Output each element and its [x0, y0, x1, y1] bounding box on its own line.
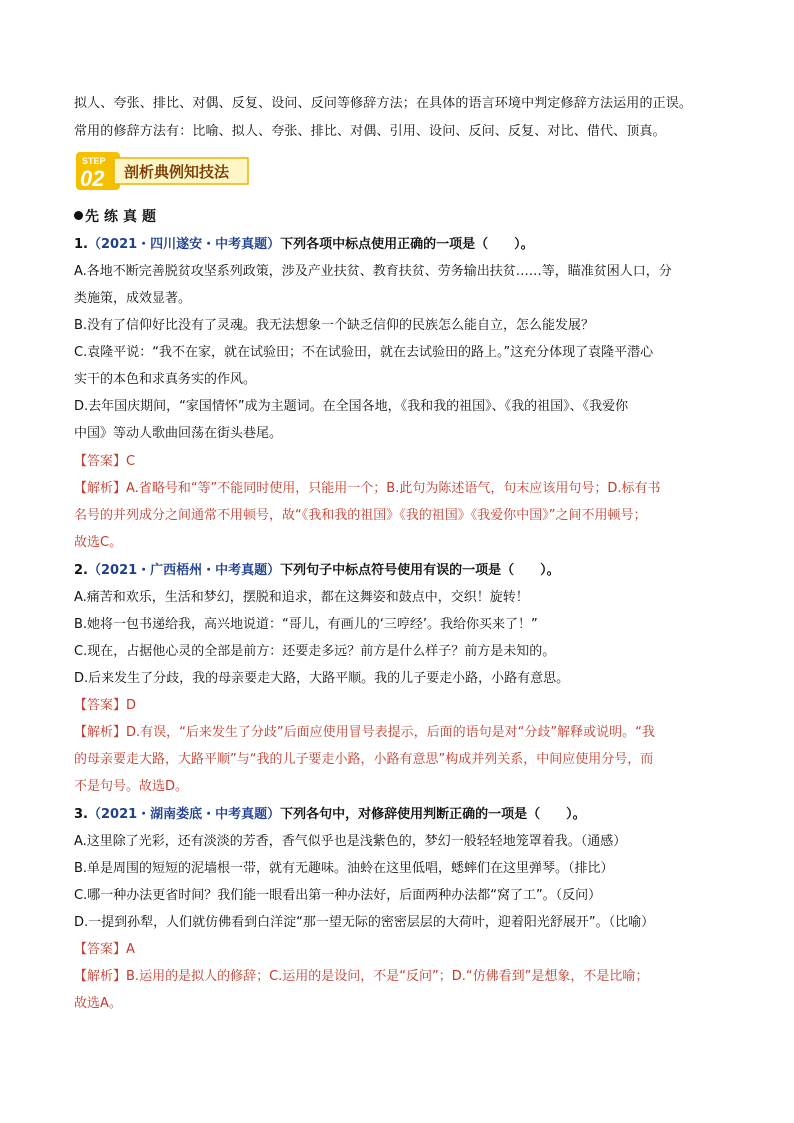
- answer-value: C: [126, 454, 136, 469]
- bullet-dot-icon: [74, 211, 83, 220]
- analysis-label: 【解析】: [74, 969, 127, 984]
- answer-label: 【答案】: [74, 454, 127, 469]
- q3-analysis-line: [74, 967, 648, 987]
- q3-option-line: A.这里除了光彩，还有淡淡的芳香，香气似乎也是浅紫色的，梦幻一般轻轻地笼罩着我。（通感）: [74, 834, 627, 849]
- analysis-text: A.省略号和“等”不能同时使用，只能用一个；B.此句为陈述语气，句末应该用句号；D.标有书: [126, 481, 661, 496]
- section-title-text: 先练真题: [85, 209, 161, 225]
- q2-analysis-line: [74, 723, 655, 743]
- question-number: 3.: [74, 807, 88, 822]
- q2-answer: [74, 696, 136, 716]
- q1-option-line: A.各地不断完善脱贫攻坚系列政策，涉及产业扶贫、教育扶贫、劳务输出扶贫……等，瞄准贫困人口，分: [74, 264, 672, 279]
- q2-option-line: C.现在，占据他心灵的全部是前方：还要走多远？前方是什么样子？前方是未知的。: [74, 644, 556, 659]
- q2-analysis-line: 不是句号。故选D。: [74, 779, 189, 794]
- q3-option-line: B.单是周围的短短的泥墙根一带，就有无趣味。油蛉在这里低唱，蟋蟀们在这里弹琴。（排比）: [74, 861, 614, 876]
- question-stem: 下列各项中标点使用正确的一项是（ ）。: [280, 237, 534, 252]
- q1-option-line: B.没有了信仰好比没有了灵魂。我无法想象一个缺乏信仰的民族怎么能自立，怎么能发展？: [74, 318, 595, 333]
- q1-option-line: 实干的本色和求真务实的作风。: [74, 372, 257, 387]
- q1-option-line: D.去年国庆期间，“家国情怀”成为主题词。在全国各地，《我和我的祖国》、《我的祖国》、《我爱你: [74, 399, 629, 414]
- q1-option-line: C.袁隆平说：“我不在家，就在试验田；不在试验田，就在去试验田的路上。”这充分体现了袁隆平潜心: [74, 345, 654, 360]
- question-number: 2.: [74, 563, 88, 578]
- section-title: [74, 206, 161, 226]
- q2-option-line: D.后来发生了分歧，我的母亲要走大路，大路平顺。我的儿子要走小路，小路有意思。: [74, 671, 570, 686]
- question-source: （2021・四川遂安・中考真题）: [87, 237, 281, 252]
- analysis-label: 【解析】: [74, 725, 127, 740]
- analysis-text: B.运用的是拟人的修辞；C.运用的是设问，不是“反问”；D.“仿佛看到”是想象，不是比喻；: [126, 969, 649, 984]
- question-stem: 下列各句中，对修辞使用判断正确的一项是（ ）。: [280, 807, 586, 822]
- intro-line-2: 常用的修辞方法有：比喻、拟人、夸张、排比、对偶、引用、设问、反问、反复、对比、借代、顶真。: [74, 124, 666, 139]
- q1-analysis-line: [74, 479, 660, 499]
- q1-option-line: 中国》等动人歌曲回荡在街头巷尾。: [74, 426, 283, 441]
- answer-label: 【答案】: [74, 698, 127, 713]
- question-source: （2021・广西梧州・中考真题）: [87, 563, 281, 578]
- q3-option-line: D.一提到孙犁，人们就仿佛看到白洋淀“那一望无际的密密层层的大荷叶，迎着阳光舒展开”。（比喻）: [74, 915, 655, 930]
- step-badge: [74, 150, 250, 192]
- answer-label: 【答案】: [74, 942, 127, 957]
- analysis-label: 【解析】: [74, 481, 127, 496]
- step-label: STEP: [82, 156, 106, 166]
- q3-option-line: C.哪一种办法更省时间？我们能一眼看出第一种办法好，后面两种办法都“窝了工”。（反问）: [74, 888, 602, 903]
- question-3-heading: [74, 805, 586, 825]
- answer-value: A: [126, 942, 135, 957]
- step-title: 剖析典例知技法: [124, 163, 230, 181]
- question-number: 1.: [74, 237, 88, 252]
- q1-option-line: 类施策，成效显著。: [74, 291, 192, 306]
- q1-analysis-line: 故选C。: [74, 535, 123, 550]
- q2-option-line: A.痛苦和欢乐，生活和梦幻，摆脱和追求，都在这舞姿和鼓点中，交织！旋转！: [74, 590, 529, 605]
- intro-line-1: 拟人、夸张、排比、对偶、反复、设问、反问等修辞方法；在具体的语言环境中判定修辞方法运用的正误。: [74, 96, 693, 111]
- q3-answer: [74, 940, 135, 960]
- q2-analysis-line: 的母亲要走大路，大路平顺”与“我的儿子要走小路，小路有意思”构成并列关系，中间应使用分号，而: [74, 752, 654, 767]
- q2-option-line: B.她将一包书递给我，高兴地说道：“哥儿，有画儿的‘三哼经’。我给你买来了！”: [74, 617, 538, 632]
- analysis-text: D.有误，“后来发生了分歧”后面应使用冒号表提示，后面的语句是对“分歧”解释或说明。“我: [126, 725, 655, 740]
- answer-value: D: [126, 698, 137, 713]
- q1-answer: [74, 452, 135, 472]
- q1-analysis-line: 名号的并列成分之间通常不用顿号，故“《我和我的祖国》《我的祖国》《我爱你中国》”之间不用顿号；: [74, 508, 647, 523]
- question-stem: 下列句子中标点符号使用有误的一项是（ ）。: [280, 563, 560, 578]
- question-source: （2021・湖南娄底・中考真题）: [87, 807, 281, 822]
- q3-analysis-line: 故选A。: [74, 996, 122, 1011]
- question-2-heading: [74, 561, 560, 581]
- step-number: 02: [80, 166, 105, 191]
- question-1-heading: [74, 235, 534, 255]
